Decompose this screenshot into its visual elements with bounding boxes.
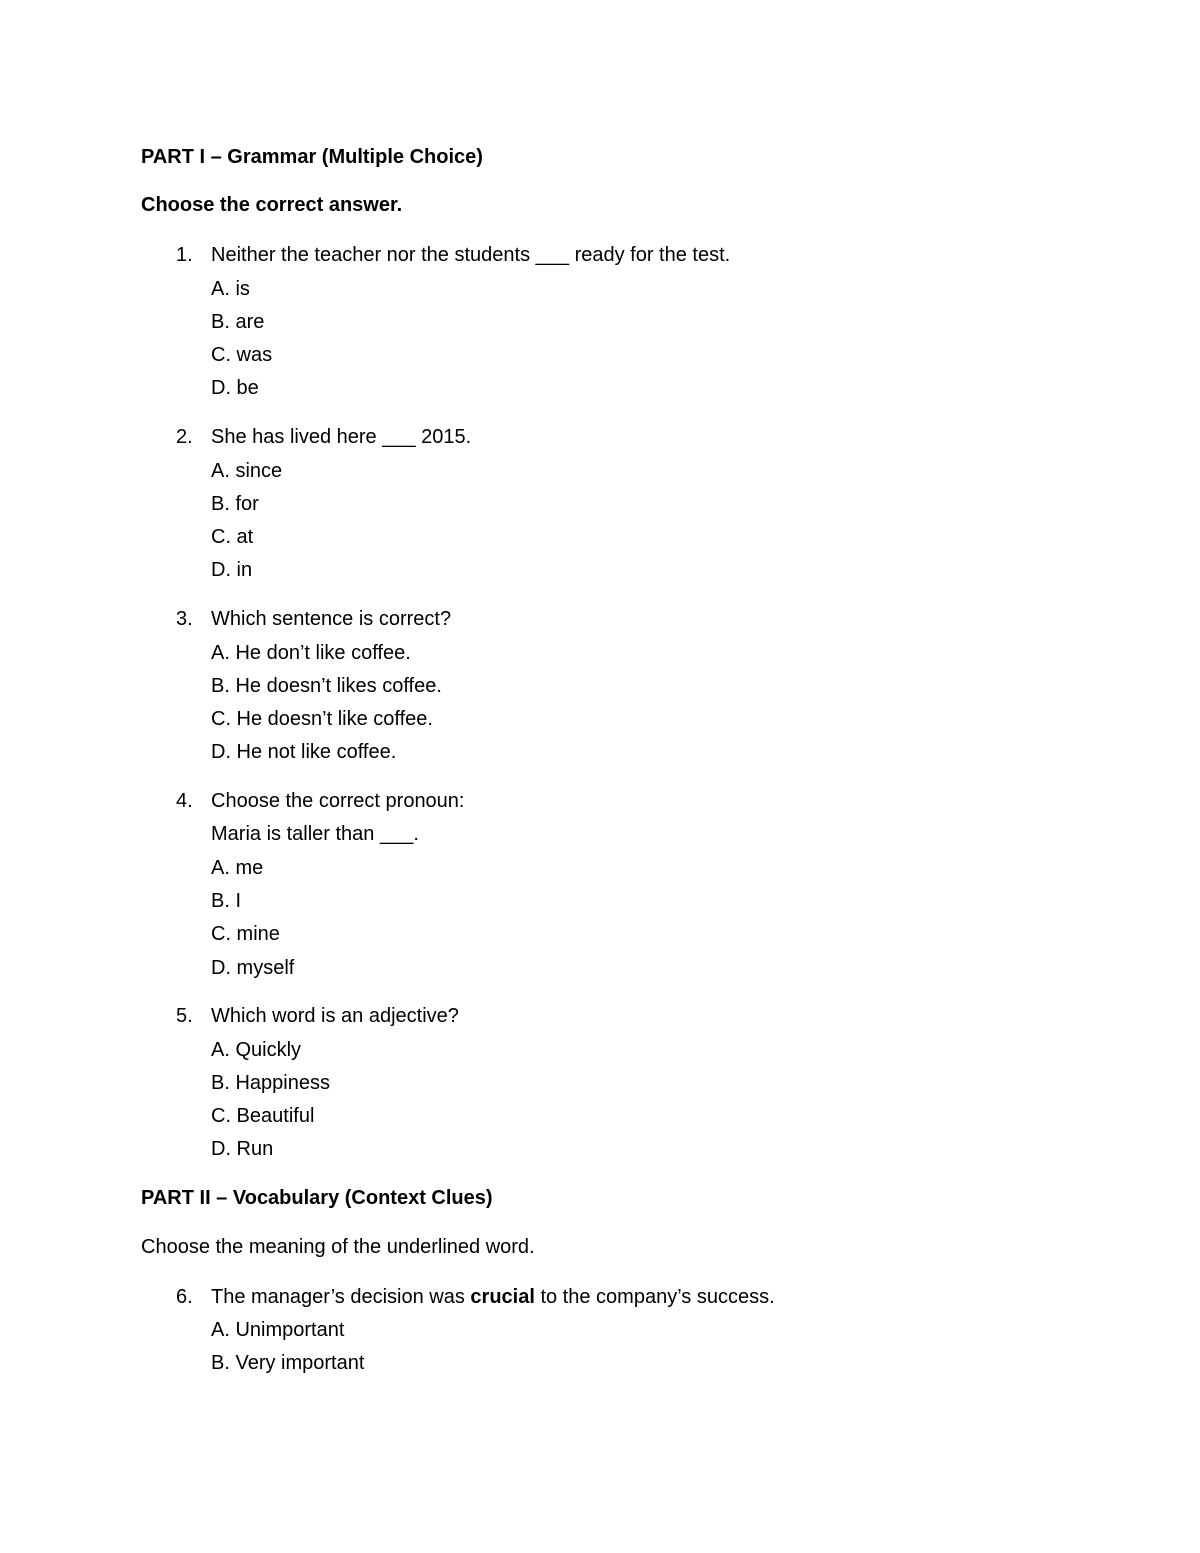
question-number: 6.	[176, 1286, 193, 1308]
option-b: B. Very important	[211, 1352, 365, 1374]
question-number: 4.	[176, 790, 193, 812]
question-number: 3.	[176, 608, 193, 630]
option-a: A. He don’t like coffee.	[211, 642, 411, 664]
part-2-title: PART II – Vocabulary (Context Clues)	[141, 1187, 493, 1209]
option-b: B. Happiness	[211, 1072, 330, 1094]
option-a: A. Unimportant	[211, 1319, 345, 1341]
target-word: crucial	[470, 1286, 535, 1308]
option-c: C. at	[211, 526, 254, 548]
question-number: 2.	[176, 426, 193, 448]
option-a: A. Quickly	[211, 1039, 302, 1061]
part-1-title: PART I – Grammar (Multiple Choice)	[141, 146, 483, 168]
option-d: D. be	[211, 377, 259, 399]
part-2-instruction: Choose the meaning of the underlined word.	[141, 1236, 535, 1258]
option-b: B. are	[211, 311, 265, 333]
option-d: D. in	[211, 559, 253, 581]
question-text: She has lived here ___ 2015.	[211, 426, 472, 448]
option-d: D. Run	[211, 1138, 274, 1160]
part-1-instruction: Choose the correct answer.	[141, 194, 403, 216]
question-text-before: The manager’s decision was	[211, 1286, 471, 1308]
option-c: C. was	[211, 344, 273, 366]
option-b: B. He doesn’t likes coffee.	[211, 675, 442, 697]
option-c: C. Beautiful	[211, 1105, 315, 1127]
question-text: Which word is an adjective?	[211, 1005, 459, 1027]
question-number: 1.	[176, 244, 193, 266]
option-b: B. I	[211, 890, 242, 912]
question-text-after: to the company’s success.	[534, 1286, 775, 1308]
option-c: C. mine	[211, 923, 280, 945]
question-text: Choose the correct pronoun:	[211, 790, 465, 812]
question-text-line-2: Maria is taller than ___.	[211, 823, 419, 845]
option-a: A. is	[211, 278, 250, 300]
option-b: B. for	[211, 493, 259, 515]
question-text	[211, 1285, 775, 1309]
question-text: Neither the teacher nor the students ___ ready for the test.	[211, 244, 731, 266]
option-d: D. myself	[211, 957, 295, 979]
question-text: Which sentence is correct?	[211, 608, 452, 630]
option-c: C. He doesn’t like coffee.	[211, 708, 433, 730]
option-a: A. me	[211, 857, 264, 879]
question-number: 5.	[176, 1005, 193, 1027]
option-a: A. since	[211, 460, 283, 482]
option-d: D. He not like coffee.	[211, 741, 397, 763]
